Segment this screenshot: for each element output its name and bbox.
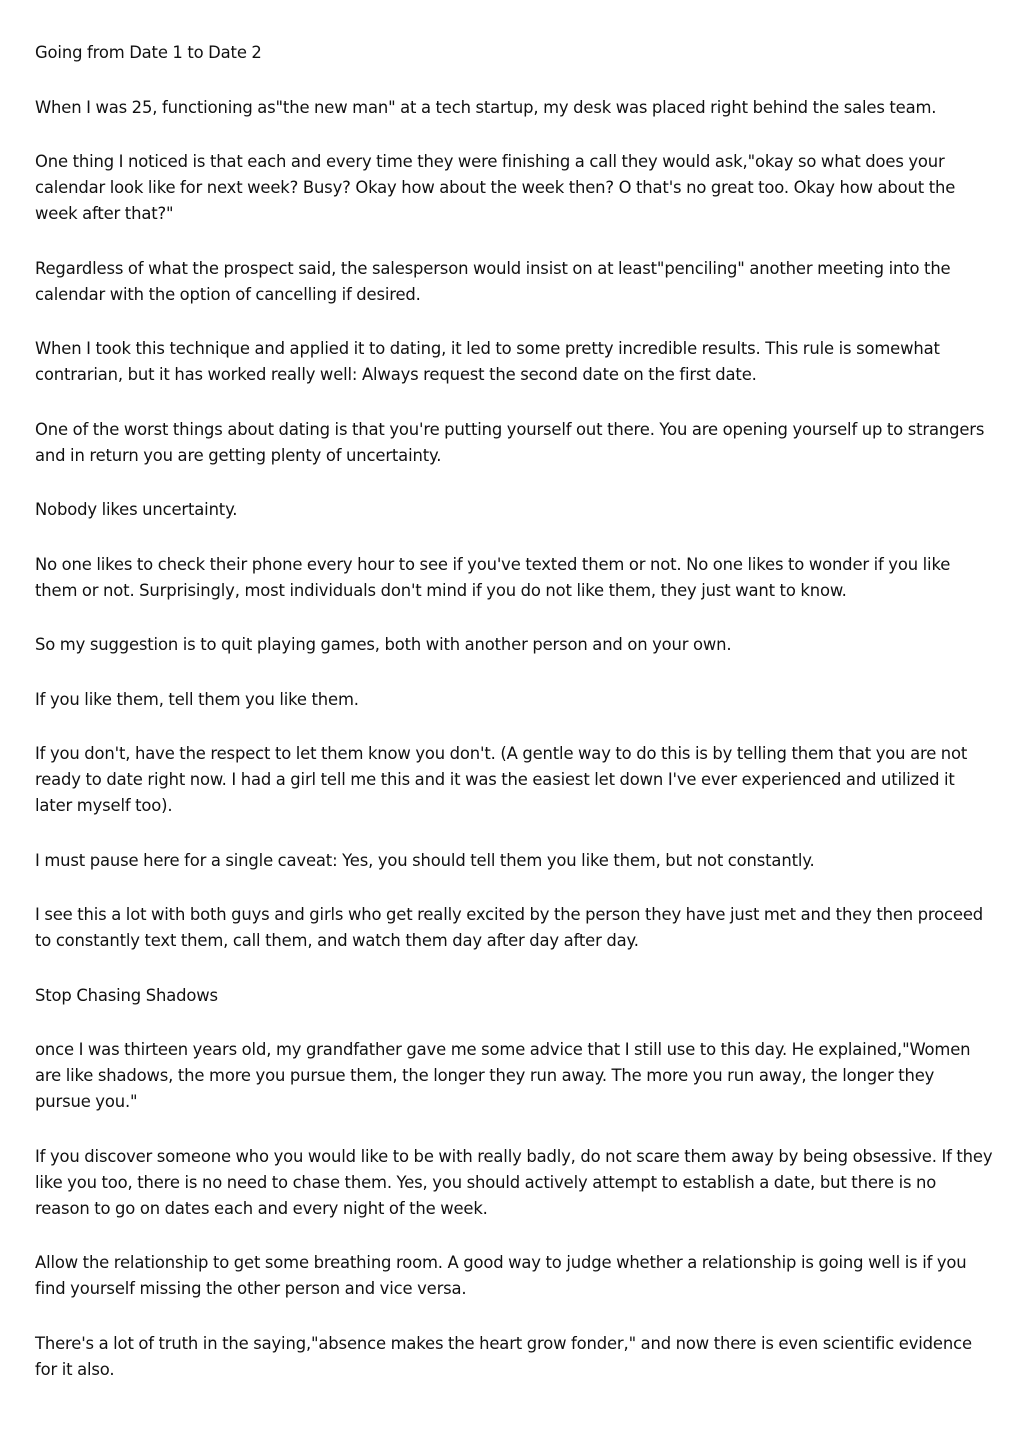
- section-heading-date-1-to-2: Going from Date 1 to Date 2: [35, 43, 262, 62]
- paragraph: One of the worst things about dating is that you're putting yourself out there. You are opening yourself up to strangers and in return you are getting plenty of uncertainty.: [35, 419, 985, 465]
- paragraph: No one likes to check their phone every hour to see if you've texted them or not. No one likes to wonder if you like them or not. Surprisingly, most individuals don't mind if you do not like them, they just want to know.: [35, 554, 951, 600]
- paragraph: Nobody likes uncertainty.: [35, 500, 238, 519]
- paragraph: If you don't, have the respect to let them know you don't. (A gentle way to do this is by telling them that you are not ready to date right now. I had a girl tell me this and it was the easiest let down I've ever experienced and utilized it later myself too).: [35, 744, 968, 815]
- paragraph: once I was thirteen years old, my grandfather gave me some advice that I still use to this day. He explained,"Women are like shadows, the more you pursue them, the longer they run away. The more you run away, the longer they pursue you.": [35, 1040, 971, 1111]
- paragraph: One thing I noticed is that each and every time they were finishing a call they would ask,"okay so what does your calendar look like for next week? Busy? Okay how about the week then? O that's no great too. Okay how about the week after that?": [35, 152, 956, 223]
- paragraph: If you discover someone who you would like to be with really badly, do not scare them away by being obsessive. If they like you too, there is no need to chase them. Yes, you should actively attempt to establish a date, but there is no reason to go on dates each and every night of the week.: [35, 1146, 993, 1218]
- paragraph: Allow the relationship to get some breathing room. A good way to judge whether a relationship is going well is if you find yourself missing the other person and vice versa.: [35, 1253, 967, 1298]
- paragraph: So my suggestion is to quit playing games, both with another person and on your own.: [35, 635, 732, 654]
- paragraph: There's a lot of truth in the saying,"absence makes the heart grow fonder," and now there is even scientific evidence for it also.: [35, 1333, 972, 1379]
- paragraph: If you like them, tell them you like them.: [35, 689, 359, 709]
- document-body: [35, 40, 993, 1411]
- paragraph: I must pause here for a single caveat: Yes, you should tell them you like them, but not constantly.: [35, 850, 815, 870]
- paragraph: When I was 25, functioning as"the new man" at a tech startup, my desk was placed right behind the sales team.: [35, 97, 937, 117]
- paragraph: I see this a lot with both guys and girls who get really excited by the person they have just met and they then proceed to constantly text them, call them, and watch them day after day after day.: [35, 905, 984, 950]
- paragraph: When I took this technique and applied it to dating, it led to some pretty incredible results. This rule is somewhat contrarian, but it has worked really well: Always request the second date on the first date.: [35, 339, 940, 384]
- paragraph: Regardless of what the prospect said, the salesperson would insist on at least"penciling" another meeting into the calendar with the option of cancelling if desired.: [35, 258, 951, 304]
- section-heading-stop-chasing-shadows: Stop Chasing Shadows: [35, 985, 218, 1005]
